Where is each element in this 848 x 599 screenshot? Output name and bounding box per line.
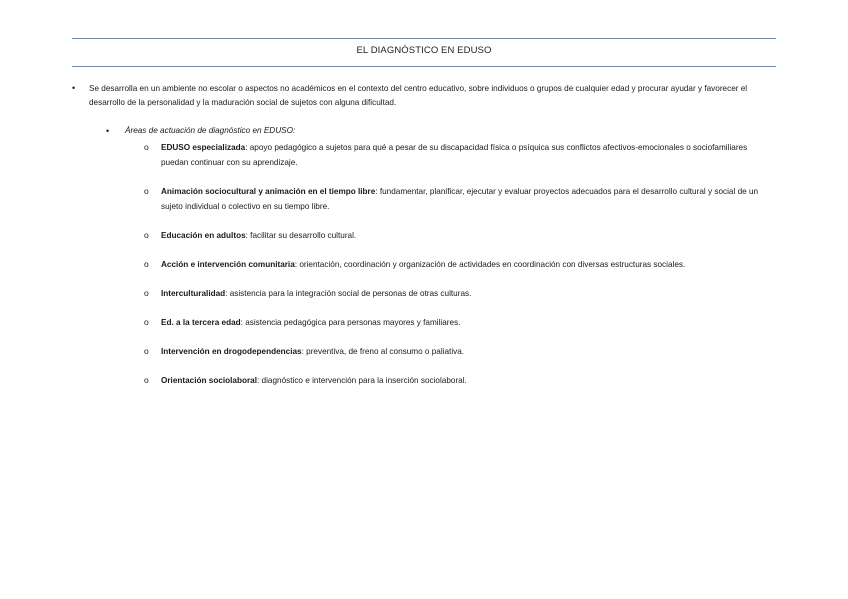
list-item <box>144 257 766 272</box>
area-label: Acción e intervención comunitaria <box>161 260 295 269</box>
header-rule-bottom <box>72 66 776 67</box>
list-item <box>144 344 766 359</box>
area-description: : asistencia para la integración social de personas de otras culturas. <box>225 289 472 298</box>
intro-paragraph: Se desarrolla en un ambiente no escolar o aspectos no académicos en el contexto del centro educativo, sobre individuos o grupos de cualquier edad y procurar ayudar y favorecer el desarrollo de la personalidad y la maduración social de sujetos con alguna dificultad. <box>89 84 748 107</box>
area-description: : asistencia pedagógica para personas mayores y familiares. <box>240 318 461 327</box>
sub-bullet-marker: o <box>144 142 149 152</box>
area-label: Educación en adultos <box>161 231 246 240</box>
area-label: Orientación sociolaboral <box>161 376 257 385</box>
header-rule-top <box>72 38 776 39</box>
sub-bullet-marker: o <box>144 230 149 240</box>
sub-bullet-marker: o <box>144 346 149 356</box>
list-item <box>144 286 766 301</box>
bullet-marker: • <box>72 83 76 93</box>
sub-bullet-marker: o <box>144 317 149 327</box>
area-description: : diagnóstico e intervención para la inserción sociolaboral. <box>257 376 467 385</box>
sub-bullet-marker: o <box>144 186 149 196</box>
areas-list <box>144 140 766 402</box>
area-description: : facilitar su desarrollo cultural. <box>245 231 357 240</box>
area-label: EDUSO especializada <box>161 143 246 152</box>
bullet-marker: • <box>106 126 110 136</box>
area-description: : orientación, coordinación y organización de actividades en coordinación con diversas estructuras sociales. <box>294 260 686 269</box>
area-label: Interculturalidad <box>161 289 226 298</box>
area-label: Animación sociocultural y animación en el tiempo libre <box>161 187 376 196</box>
area-label: Ed. a la tercera edad <box>161 318 241 327</box>
list-item <box>144 315 766 330</box>
area-description: : preventiva, de freno al consumo o paliativa. <box>301 347 465 356</box>
list-item <box>144 373 766 388</box>
document-title: EL DIAGNÓSTICO EN EDUSO <box>356 45 492 56</box>
areas-heading-item <box>106 125 295 137</box>
areas-heading: Áreas de actuación de diagnóstico en EDUSO: <box>125 126 296 135</box>
area-description: : apoyo pedagógico a sujetos para qué a pesar de su discapacidad física o psíquica sus conflictos afectivos-emocionales o sociofamiliares puedan continuar con su aprendizaje. <box>161 143 748 167</box>
list-item <box>144 184 766 214</box>
area-description: : fundamentar, planificar, ejecutar y evaluar proyectos adecuados para el desarrollo cultural y social de un sujeto individual o colectivo en su tiempo libre. <box>161 187 759 211</box>
sub-bullet-marker: o <box>144 288 149 298</box>
area-label: Intervención en drogodependencias <box>161 347 302 356</box>
intro-bullet-item <box>72 82 772 109</box>
list-item <box>144 140 766 170</box>
sub-bullet-marker: o <box>144 259 149 269</box>
sub-bullet-marker: o <box>144 375 149 385</box>
list-item <box>144 228 766 243</box>
